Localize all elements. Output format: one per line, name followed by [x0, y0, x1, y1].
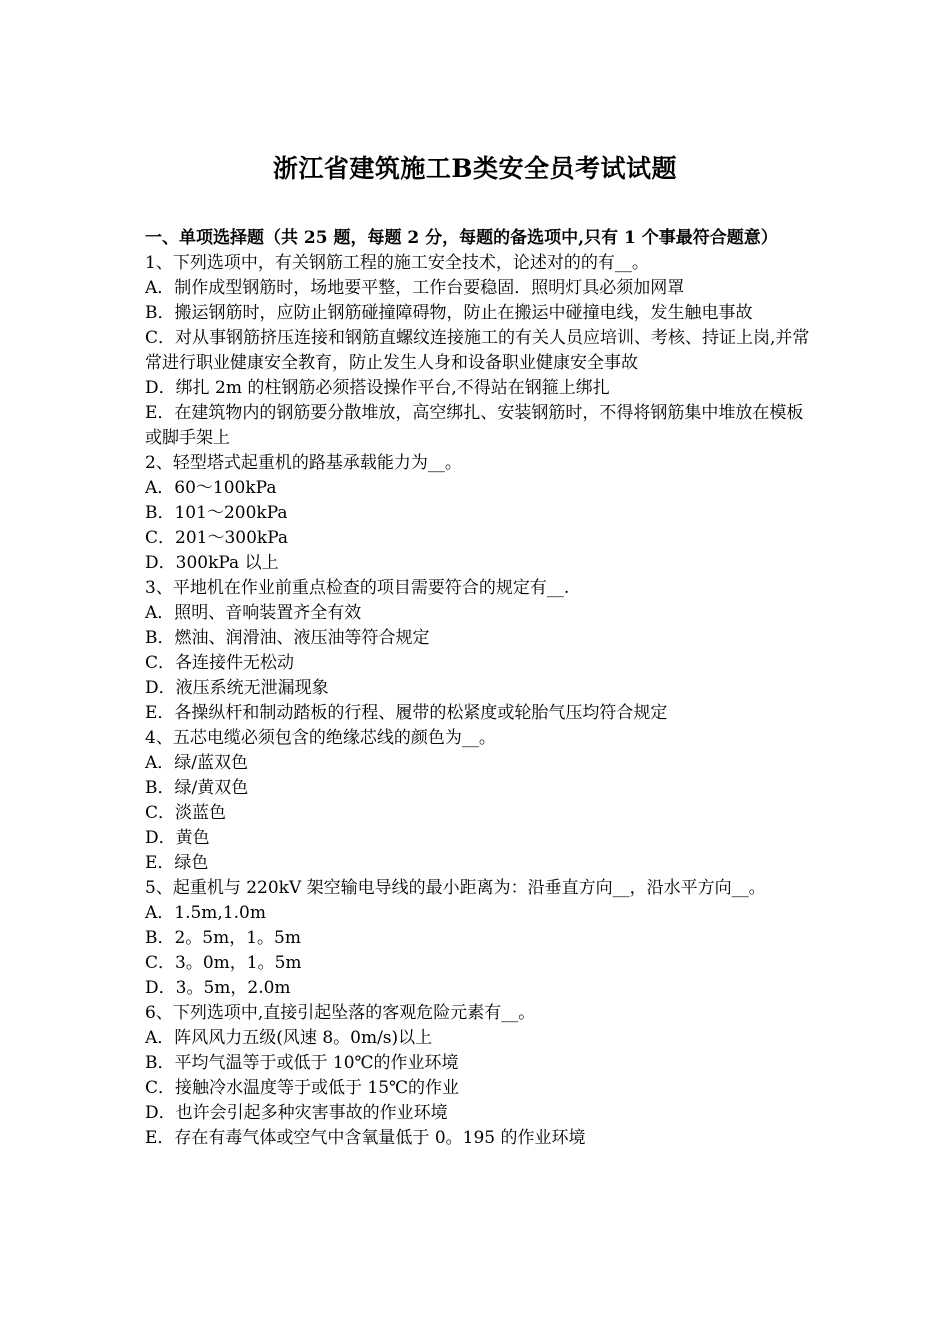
option-a: A．阵风风力五级(风速 8。0m/s)以上	[145, 1028, 433, 1048]
question-stem: 2、轻型塔式起重机的路基承载能力为__。	[145, 453, 462, 473]
question-stem: 6、下列选项中,直接引起坠落的客观危险元素有__。	[145, 1003, 536, 1023]
option-b: B．平均气温等于或低于 10℃的作业环境	[145, 1053, 459, 1073]
option-b: B．101～200kPa	[145, 503, 288, 523]
option-c: C．201～300kPa	[145, 528, 289, 548]
option-a: A．制作成型钢筋时，场地要平整，工作台要稳固．照明灯具必须加网罩	[145, 278, 685, 298]
question-stem: 1、下列选项中，有关钢筋工程的施工安全技术，论述对的的有__。	[145, 253, 649, 273]
section-heading: 一、单项选择题（共 25 题，每题 2 分，每题的备选项中,只有 1 个事最符合题意）	[145, 228, 778, 248]
question-stem: 5、起重机与 220kV 架空输电导线的最小距离为：沿垂直方向__，沿水平方向__。	[145, 878, 766, 898]
option-c: C．各连接件无松动	[145, 653, 295, 673]
question-3	[145, 576, 810, 726]
option-b: B．燃油、润滑油、液压油等符合规定	[145, 628, 430, 648]
option-c: C．3。0m，1。5m	[145, 953, 302, 973]
option-a: A．照明、音响装置齐全有效	[145, 603, 362, 623]
document-title: 浙江省建筑施工B类安全员考试试题	[272, 154, 678, 183]
question-2	[145, 451, 810, 576]
option-a: A．1.5m,1.0m	[145, 903, 266, 923]
option-e: E．各操纵杆和制动踏板的行程、履带的松紧度或轮胎气压均符合规定	[145, 703, 668, 723]
option-d: D．黄色	[145, 828, 210, 848]
question-4	[145, 726, 810, 876]
option-c: C．接触冷水温度等于或低于 15℃的作业	[145, 1078, 460, 1098]
option-d: D．液压系统无泄漏现象	[145, 678, 329, 698]
option-c: C．对从事钢筋挤压连接和钢筋直螺纹连接施工的有关人员应培训、考核、持证上岗,并常常进行职业健康安全教育，防止发生人身和设备职业健康安全事故	[145, 328, 810, 373]
option-d: D．也许会引起多种灾害事故的作业环境	[145, 1103, 448, 1123]
question-6	[145, 1001, 810, 1151]
option-b: B．绿/黄双色	[145, 778, 249, 798]
option-e: E．在建筑物内的钢筋要分散堆放，高空绑扎、安装钢筋时，不得将钢筋集中堆放在模板或脚手架上	[145, 403, 804, 448]
question-stem: 4、五芯电缆必须包含的绝缘芯线的颜色为__。	[145, 728, 496, 748]
option-a: A．60～100kPa	[145, 478, 277, 498]
question-stem: 3、平地机在作业前重点检查的项目需要符合的规定有__.	[145, 578, 570, 598]
question-1	[145, 251, 810, 451]
question-5	[145, 876, 810, 1001]
option-e: E．存在有毒气体或空气中含氧量低于 0。195 的作业环境	[145, 1128, 586, 1148]
option-d: D．3。5m，2.0m	[145, 978, 291, 998]
option-a: A．绿/蓝双色	[145, 753, 249, 773]
option-b: B．搬运钢筋时，应防止钢筋碰撞障碍物，防止在搬运中碰撞电线，发生触电事故	[145, 303, 753, 323]
option-c: C．淡蓝色	[145, 803, 227, 823]
option-d: D．绑扎 2m 的柱钢筋必须搭设操作平台,不得站在钢箍上绑扎	[145, 378, 610, 398]
document-body	[145, 226, 810, 1151]
option-b: B．2。5m，1。5m	[145, 928, 301, 948]
option-d: D．300kPa 以上	[145, 553, 279, 573]
option-e: E．绿色	[145, 853, 209, 873]
